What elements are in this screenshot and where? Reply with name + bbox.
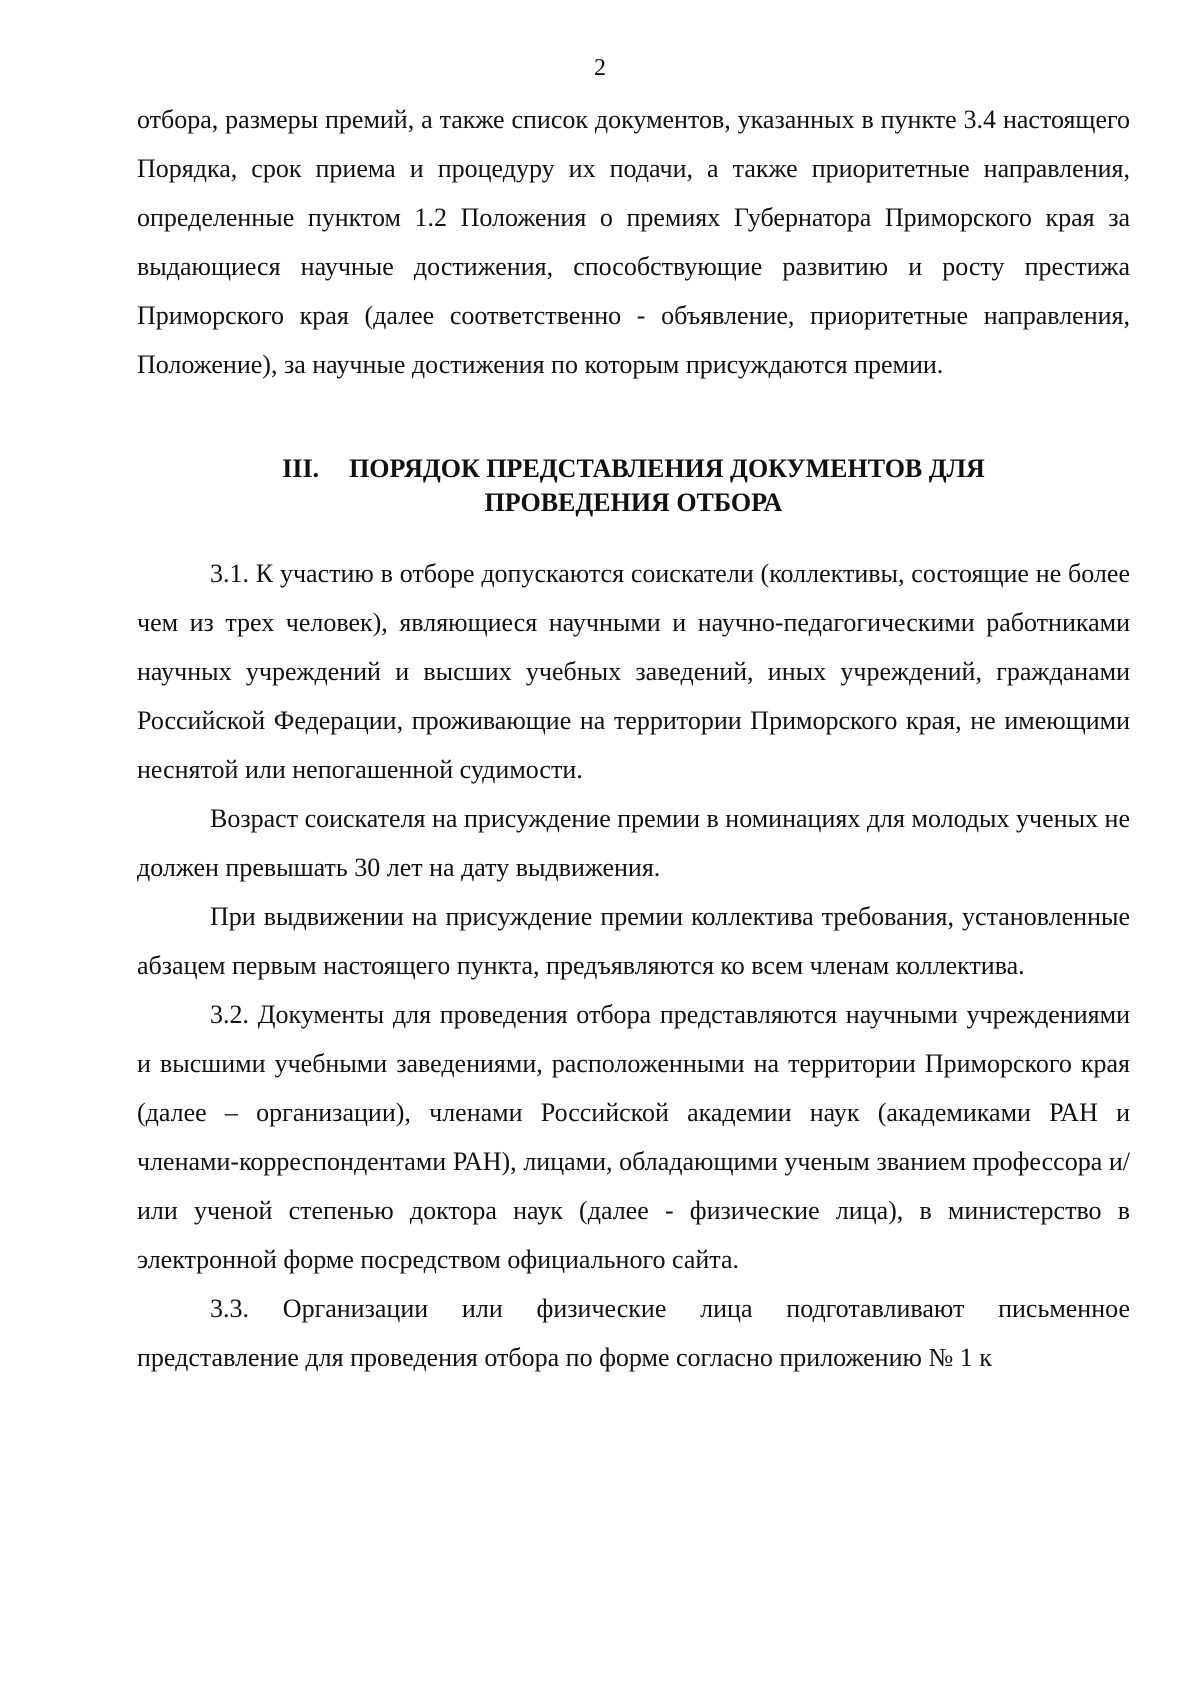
paragraph-collective-requirement: При выдвижении на присуждение премии коллектива требования, установленные абзацем первым настоящего пункта, предъявляются ко всем членам коллектива.: [137, 902, 1130, 980]
paragraph-3-2: 3.2. Документы для проведения отбора представляются научными учреждениями и высшими учебными заведениями, расположенными на территории Приморского края (далее – организации), членами Российской академии наук (академиками РАН и членами-корреспондентами РАН), лицами, обладающими ученым званием профессора и/или ученой степенью доктора наук (далее - физические лица), в министерство в электронной форме посредством официального сайта.: [137, 1000, 1130, 1274]
paragraph-3-1: 3.1. К участию в отборе допускаются соискатели (коллективы, состоящие не более чем из трех человек), являющиеся научными и научно-педагогическими работниками научных учреждений и высших учебных заведений, иных учреждений, гражданами Российской Федерации, проживающие на территории Приморского края, не имеющими неснятой или непогашенной судимости.: [137, 559, 1130, 784]
paragraph-age-requirement: Возраст соискателя на присуждение премии в номинациях для молодых ученых не должен превышать 30 лет на дату выдвижения.: [137, 804, 1130, 882]
paragraph-3-3: 3.3. Организации или физические лица подготавливают письменное представление для проведения отбора по форме согласно приложению № 1 к: [137, 1294, 1130, 1372]
section-title-line-1: ПОРЯДОК ПРЕДСТАВЛЕНИЯ ДОКУМЕНТОВ ДЛЯ: [349, 454, 985, 483]
section-heading: [137, 452, 1130, 520]
section-title-line-2: ПРОВЕДЕНИЯ ОТБОРА: [484, 488, 783, 517]
page-number: 2: [594, 55, 606, 81]
intro-paragraph: отбора, размеры премий, а также список документов, указанных в пункте 3.4 настоящего Порядка, срок приема и процедуру их подачи, а также приоритетные направления, определенные пунктом 1.2 Положения о премиях Губернатора Приморского края за выдающиеся научные достижения, способствующие развитию и росту престижа Приморского края (далее соответственно - объявление, приоритетные направления, Положение), за научные достижения по которым присуждаются премии.: [137, 105, 1130, 379]
document-body: [137, 95, 1130, 1382]
section-number: III.: [282, 454, 320, 483]
section-heading-line-1: [137, 452, 1130, 486]
